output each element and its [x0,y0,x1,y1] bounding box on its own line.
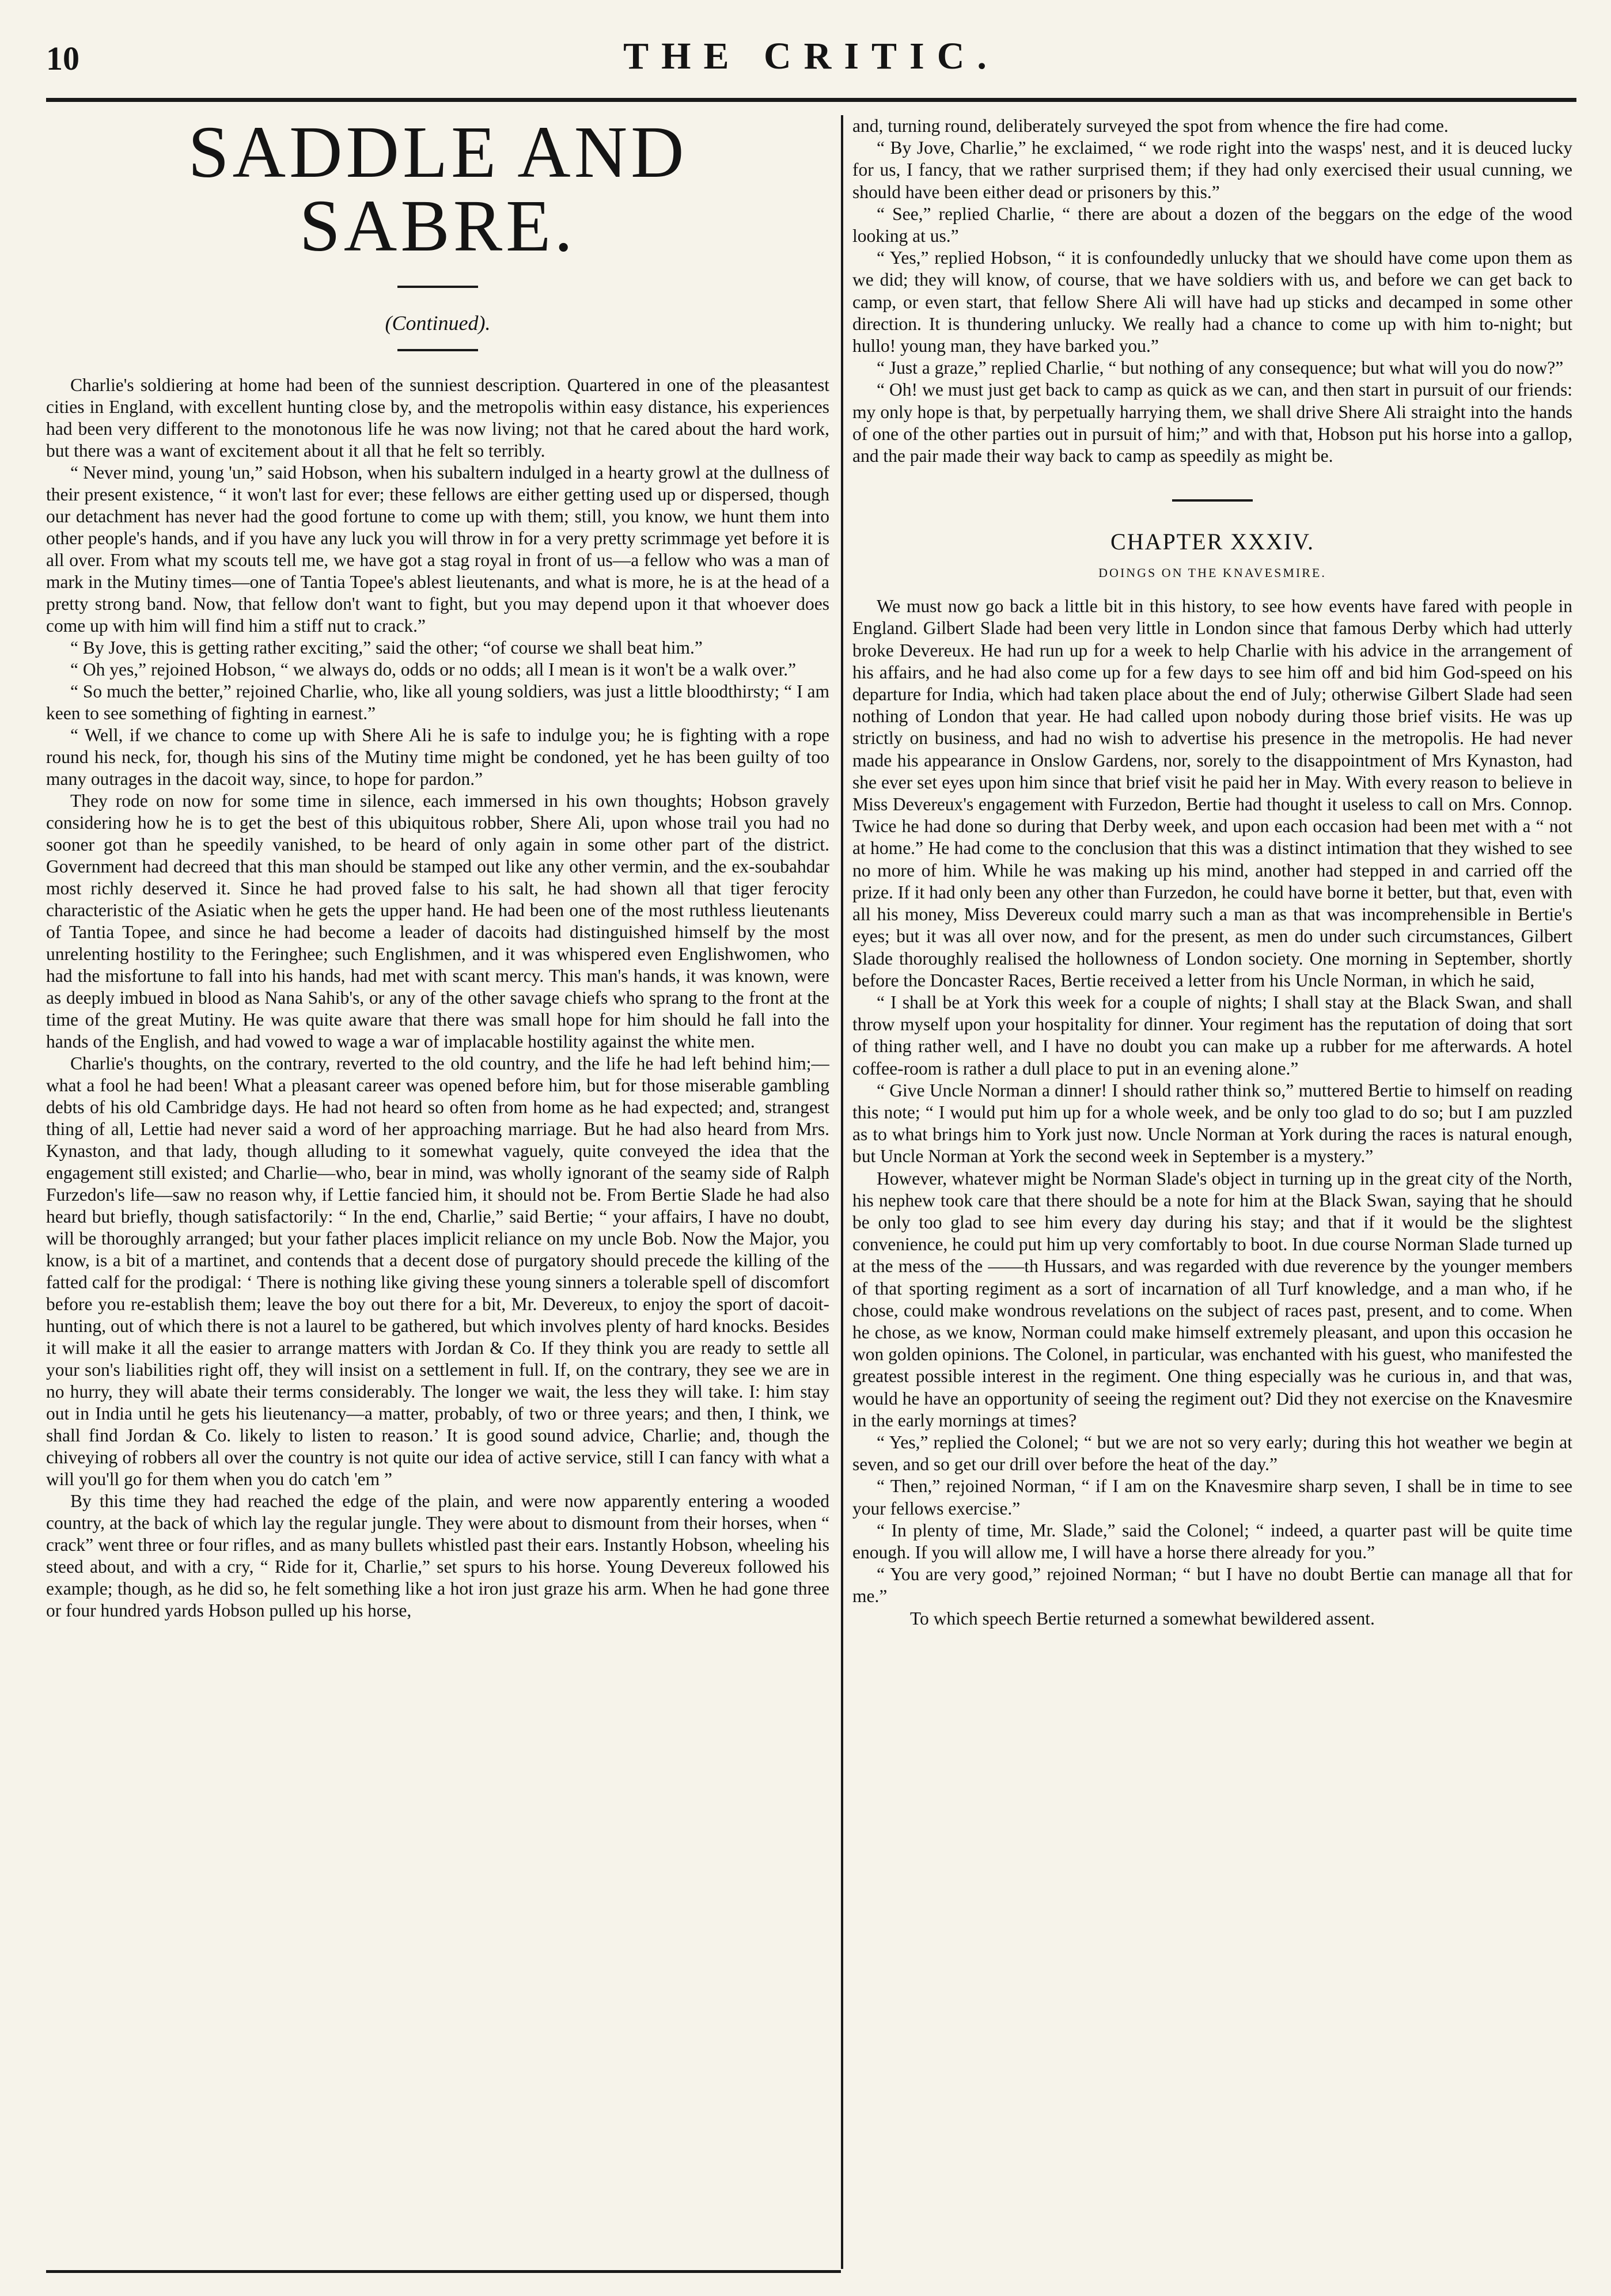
paragraph: “ Yes,” replied Hobson, “ it is confoundedly unlucky that we should have come upon them as we did; they will know, of course, that we have soldiers with us, and before we can get back to camp, or even start, that fellow Shere Ali will have had up sticks and decamped in some other direction. It is thundering unlucky. We really had a chance to come up with him to-night; but hullo! young man, they have barked you.” [852,248,1572,356]
subtitle-divider [397,349,478,351]
chapter-title: CHAPTER XXXIV. [1110,529,1314,555]
paragraph: and, turning round, deliberately surveyed the spot from whence the fire had come. [852,116,1449,136]
paragraph: We must now go back a little bit in this history, to see how events have fared with people in England. Gilbert Slade had been very little in London since that famous Derby which had utterly broke Devereux. He had run up for a week to help Charlie with his advice in the arrangement of his affairs, and he had also come up for a few days to see him off and bid him God-speed on his departure for India, which had taken place about the end of July; otherwise Gilbert Slade had seen nothing of London that year. He had called upon nobody during those brief visits. He was up strictly on business, and had no wish to advertise his presence in the metropolis. He had never made his appearance in Onslow Gardens, nor, sorely to the disappointment of Mrs Kynaston, had she ever set eyes upon him since that brief visit he paid her in May. With every reason to believe in Miss Devereux's engagement with Furzedon, Bertie had thought it useless to call on Mrs. Connop. Twice he had done so during that Derby week, and upon each occasion had been met with a “ not at home.” He had come to the conclusion that this was a distinct intimation that they wished to see no more of him. While he was making up his mind, another had stepped in and carried off the prize. If it had only been any other than Furzedon, he could have borne it better, but that, even with all his money, Miss Devereux could marry such a man as that was incomprehensible in Bertie's eyes; but it was all over now, and for the present, as men do under such circumstances, Gilbert Slade thoroughly realised the hollowness of London society. One morning in September, shortly before the Doncaster Races, Bertie received a letter from his Uncle Norman, in which he said, [852,596,1572,990]
paragraph: “ Never mind, young 'un,” said Hobson, when his subaltern indulged in a hearty growl at the dullness of their present existence, “ it won't last for ever; these fellows are either getting used up or dispersed, though our detachment has never had the good fortune to come up with them; still, you know, we hunt them into other people's hands, and if you have any luck you will throw in for a very pretty scrimmage yet before it is all over. From what my scouts tell me, we have got a stag royal in front of us—a fellow who was a man of mark in the Mutiny times—one of Tantia Topee's ablest lieutenants, and what is more, he is at the head of a pretty strong band. Now, that fellow don't want to fight, but you may depend upon it that whoever does come up with him will find him a stiff nut to crack.” [46,462,829,636]
bottom-rule [46,2270,841,2273]
paragraph: “ In plenty of time, Mr. Slade,” said the Colonel; “ indeed, a quarter past will be quite time enough. If you will allow me, I will have a horse there already for you.” [852,1520,1572,1562]
page-number: 10 [46,40,79,77]
paragraph: “ By Jove, Charlie,” he exclaimed, “ we rode right into the wasps' nest, and it is deuced lucky for us, I fancy, that we rather surprised them; if they had only exercised their usual cunning, we should have been either dead or prisoners by this.” [852,138,1572,202]
right-column [852,115,1572,2257]
masthead [46,35,1576,102]
paragraph: They rode on now for some time in silence, each immersed in his own thoughts; Hobson gravely considering how he is to get the best of this ubiquitous robber, Shere Ali, upon whose trail you had no sooner got than he speedily vanished, to be heard of only again in some other part of the district. Government had decreed that this man should be stamped out like any other vermin, and the ex-soubahdar most richly deserved it. Since he had proved false to his salt, he had shown all that tiger ferocity characteristic of the Asiatic when he gets the upper hand. He had been one of the most ruthless lieutenants of Tantia Topee, and since he had become a leader of dacoits had distinguished himself by the most unrelenting hostility to the Feringhee; such Englishmen, and it was whispered even Englishwomen, who had the misfortune to fall into his hands, had met with scant mercy. This man's hands, it was known, were as deeply imbued in blood as Nana Sahib's, or any of the other savage chiefs who sprang to the front at the time of the great Mutiny. He was quite aware that there was small hope for him should he fall into the hands of the English, and had vowed to wage a war of implacable hostility against the white men. [46,791,829,1052]
journal-title: THE CRITIC. [623,35,999,77]
paragraph: “ I shall be at York this week for a couple of nights; I shall stay at the Black Swan, and shall throw myself upon your hospitality for dinner. Your regiment has the reputation of doing that sort of thing rather well, and I have no doubt you can make up a rubber for me afterwards. A hotel coffee-room is rather a dull place to put in an evening alone.” [852,992,1572,1079]
left-column-body [46,374,829,1622]
right-column-top [852,115,1572,467]
left-column [46,115,829,2257]
paragraph: “ Oh yes,” rejoined Hobson, “ we always do, odds or no odds; all I mean is it won't be a walk over.” [70,659,797,680]
paragraph: “ Just a graze,” replied Charlie, “ but nothing of any consequence; but what will you do now?” [877,358,1564,378]
article-title: SADDLE AND SABRE. [188,115,688,267]
paragraph: “ You are very good,” rejoined Norman; “ but I have no doubt Bertie can manage all that for me.” [852,1564,1572,1607]
paragraph: To which speech Bertie returned a somewhat bewildered assent. [910,1608,1375,1629]
chapter-subtitle: DOINGS ON THE KNAVESMIRE. [1098,566,1326,580]
paragraph: “ Give Uncle Norman a dinner! I should rather think so,” muttered Bertie to himself on reading this note; “ I would put him up for a whole week, and be only too glad to do so; but I am puzzled as to what brings him to York just now. Uncle Norman at York during the races is natural enough, but Uncle Norman at York the second week in September is a mystery.” [852,1080,1572,1167]
chapter-divider [1172,499,1253,502]
column-divider [841,115,843,2269]
paragraph: However, whatever might be Norman Slade's object in turning up in the great city of the North, his nephew took care that there should be a note for him at the Black Swan, saying that he should be only too glad to see him every day during his stay; and that if it would be the slightest convenience, he could put him up very comfortably to boot. In due course Norman Slade turned up at the mess of the ——th Hussars, and was regarded with due reverence by the younger members of that sporting regiment as a sort of incarnation of all Turf knowledge, and a man who, if he chose, could make wondrous revelations on the subject of races past, present, and to come. When he chose, as we know, Norman could make himself extremely pleasant, and upon this occasion he won golden opinions. The Colonel, in particular, was enchanted with his guest, who manifested the greatest possible interest in the regiment. One thing especially was he curious in, and that was, would he have an opportunity of seeing the regiment out? Did they not exercise on the Knavesmire in the early mornings at times? [852,1168,1572,1430]
paragraph: Charlie's thoughts, on the contrary, reverted to the old country, and the life he had left behind him;—what a fool he had been! What a pleasant career was opened before him, but for those miserable gambling debts of his old Cambridge days. He had not heard so often from home as he had expected; and, strangest thing of all, Lettie had never said a word of her approaching marriage. But he had also heard from Mrs. Kynaston, and that lady, though alluding to it somewhat vaguely, quite conveyed the idea that the engagement still existed; and Charlie—who, bear in mind, was wholly ignorant of the seamy side of Ralph Furzedon's life—saw no reason why, if Lettie fancied him, it should not be. From Bertie Slade he had also heard but briefly, though satisfactorily: “ In the end, Charlie,” said Bertie; “ your affairs, I have no doubt, will be thoroughly arranged; but your father places implicit reliance on my uncle Bob. Now the Major, you know, is a bit of a martinet, and contends that a decent dose of purgatory should precede the killing of the fatted calf for the prodigal: ‘ There is nothing like giving these young sinners a tolerable spell of discomfort before you re-establish them; leave the boy out there for a bit, Mr. Devereux, to enjoy the sport of dacoit-hunting, out of which there is not a laurel to be gathered, but which involves plenty of hard knocks. Besides it will make it all the easier to arrange matters with Jordan & Co. If they think you are ready to settle all your son's liabilities right off, they will insist on a settlement in full. If, on the contrary, they see we are in no hurry, they will abate their terms considerably. The longer we wait, the less they will take. I: him stay out in India until he gets his lieutenancy—a matter, probably, of two or three years; and then, I think, we shall find Jordan & Co. likely to listen to reason.’ It is good sound advice, Charlie; and, though the chiveying of robbers all over the country is not quite our idea of active service, still I can fancy with what a will you'll go for them when you do catch 'em ” [46,1053,829,1489]
paragraph: “ See,” replied Charlie, “ there are about a dozen of the beggars on the edge of the wood looking at us.” [852,203,1572,246]
paragraph: “ By Jove, this is getting rather exciting,” said the other; “of course we shall beat him.” [70,637,703,658]
paragraph: By this time they had reached the edge of the plain, and were now apparently entering a wooded country, at the back of which lay the regular jungle. They were about to dismount from their horses, when “ crack” went three or four rifles, and as many bullets whistled past their ears. Instantly Hobson, wheeling his steed about, and with a cry, “ Ride for it, Charlie,” set spurs to his horse. Young Devereux followed his example; though, as he did so, he felt something like a hot iron just graze his arm. When he had gone three or four hundred yards Hobson pulled up his horse, [46,1491,829,1621]
title-divider [397,286,478,288]
paragraph: “ So much the better,” rejoined Charlie, who, like all young soldiers, was just a little bloodthirsty; “ I am keen to see something of fighting in earnest.” [46,681,829,723]
paragraph: “ Oh! we must just get back to camp as quick as we can, and then start in pursuit of our friends: my only hope is that, by perpetually harrying them, we shall drive Shere Ali straight into the hands of one of the other parties out in pursuit of him;” and with that, Hobson put his horse into a gallop, and the pair made their way back to camp as speedily as might be. [852,379,1572,466]
right-column-bottom [852,595,1572,1630]
paragraph: Charlie's soldiering at home had been of the sunniest description. Quartered in one of the pleasantest cities in England, with excellent hunting close by, and the metropolis within easy distance, his experiences had been very different to the monotonous life he was now living; not that he cared about the hard work, but there was a want of excitement about it all that he felt so terribly. [46,375,829,461]
paragraph: “ Then,” rejoined Norman, “ if I am on the Knavesmire sharp seven, I shall be in time to see your fellows exercise.” [852,1476,1572,1519]
continued-note: (Continued). [385,312,491,335]
paragraph: “ Yes,” replied the Colonel; “ but we are not so very early; during this hot weather we begin at seven, and so get our drill over before the heat of the day.” [852,1432,1572,1475]
paragraph: “ Well, if we chance to come up with Shere Ali he is safe to indulge you; he is fighting with a rope round his neck, for, though his sins of the Mutiny time might be condoned, yet he has been guilty of too many outrages in the dacoit way, since, to hope for pardon.” [46,725,829,789]
